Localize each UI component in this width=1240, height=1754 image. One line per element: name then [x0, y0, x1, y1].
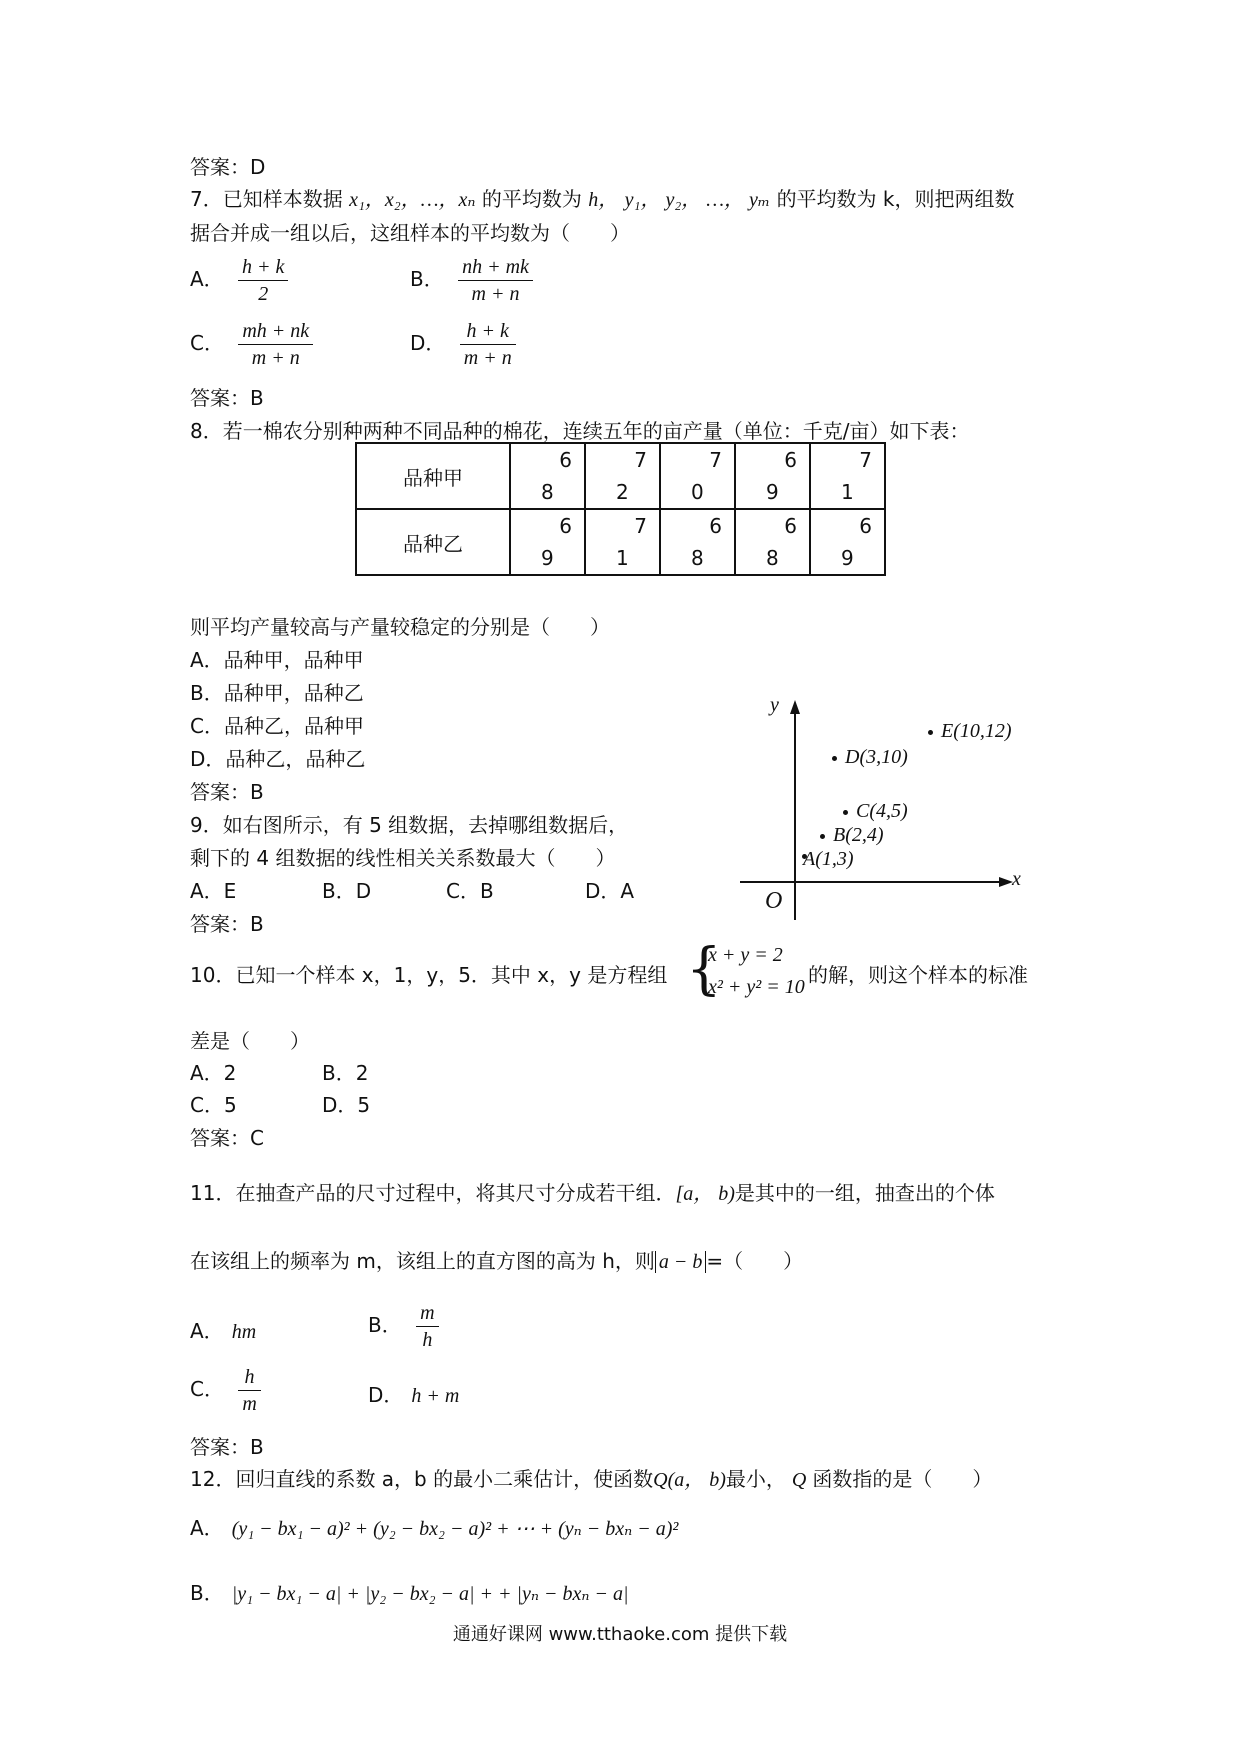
- table-row: [356, 443, 885, 509]
- x-axis-arrow-icon: [999, 877, 1013, 887]
- x-axis-label: x: [1012, 868, 1021, 890]
- q12-option-b: B． |y₁ − bx₁ − a| + |y₂ − bx₂ − a| + + |yₙ − bxₙ − a|: [190, 1581, 629, 1605]
- q9-option-a: A．E: [190, 879, 237, 903]
- q8-option-d: D．品种乙，品种乙: [190, 747, 366, 771]
- q7-option-a: A． $\frac{h + k}{2}$: [190, 254, 288, 307]
- point-e: E(10,12): [928, 720, 1012, 743]
- table-cell: 6 9: [810, 509, 885, 575]
- y-axis-arrow-icon: [790, 700, 800, 714]
- table-cell: 7 1: [810, 443, 885, 509]
- page-footer: 通通好课网 www.tthaoke.com 提供下载: [452, 1624, 788, 1645]
- q8-option-a: A．品种甲，品种甲: [190, 648, 364, 672]
- table-cell: 7 1: [585, 509, 660, 575]
- q12-option-a: A． (y₁ − bx₁ − a)² + (y₂ − bx₂ − a)² + ⋯ + (yₙ − bxₙ − a)²: [190, 1516, 679, 1540]
- q9-option-b: B．D: [322, 879, 372, 903]
- variety-name: 品种乙: [356, 509, 510, 575]
- q11-option-c: C． $\frac{h}{m}$: [190, 1364, 261, 1417]
- answer-q7: 答案：B: [190, 386, 264, 410]
- answer-q6: 答案：D: [190, 155, 266, 179]
- table-cell: 6 9: [735, 443, 810, 509]
- table-cell: 6 8: [660, 509, 735, 575]
- q10-stem: 10．已知一个样本 x，1，y，5．其中 x，y 是方程组: [190, 963, 668, 987]
- answer-q8: 答案：B: [190, 780, 264, 804]
- q10-option-a: A．2: [190, 1061, 237, 1085]
- table-cell: 6 8: [735, 509, 810, 575]
- q11-option-b: B． $\frac{m}{h}$: [368, 1300, 439, 1353]
- answer-q11: 答案：B: [190, 1435, 264, 1459]
- q12-function: Q(a， b): [653, 1469, 726, 1491]
- q9-stem-line2: 剩下的 4 组数据的线性相关关系数最大（ ）: [190, 846, 616, 870]
- q8-stem: 8．若一棉农分别种两种不同品种的棉花，连续五年的亩产量（单位：千克/亩）如下表：: [190, 419, 970, 443]
- q9-option-d: D．A: [585, 879, 635, 903]
- q10-stem-end: 的解，则这个样本的标准: [808, 963, 1028, 987]
- table-cell: 7 2: [585, 443, 660, 509]
- q8-option-b: B．品种甲，品种乙: [190, 681, 364, 705]
- q7-stem-suffix: 的平均数为 k，则把两组数: [776, 187, 1015, 211]
- q9-option-c: C．B: [446, 879, 494, 903]
- q7-option-b: B． $\frac{nh + mk}{m + n}$: [410, 254, 533, 307]
- table-cell: 6 8: [510, 443, 585, 509]
- q8-question: 则平均产量较高与产量较稳定的分别是（ ）: [190, 615, 610, 639]
- q11-option-d: D． h + m: [368, 1383, 460, 1407]
- table-cell: 7 0: [660, 443, 735, 509]
- q7-stem-line1: [190, 184, 1015, 215]
- q10-option-d: D．5: [322, 1093, 371, 1117]
- q12-stem: 12．回归直线的系数 a，b 的最小二乘估计，使函数Q(a， b)最小， Q 函数指的是（ ）: [190, 1467, 993, 1491]
- interval: [a， b): [675, 1183, 735, 1205]
- answer-q10: 答案：C: [190, 1126, 264, 1150]
- abs-value: a − b: [655, 1251, 707, 1273]
- point-d: D(3,10): [832, 746, 908, 769]
- yield-table: [355, 442, 886, 576]
- point-a-label: A(1,3): [803, 848, 854, 870]
- q8-option-c: C．品种乙，品种甲: [190, 714, 364, 738]
- q10-stem-line2: 差是（ ）: [190, 1029, 310, 1053]
- q7-stem-mid: 的平均数为: [481, 187, 582, 211]
- q11-option-a: A． hm: [190, 1319, 257, 1343]
- q10-option-c: C．5: [190, 1093, 237, 1117]
- q11-stem-line1: 11．在抽查产品的尺寸过程中，将其尺寸分成若干组．[a， b)是其中的一组，抽查出的个体: [190, 1181, 995, 1205]
- answer-q9: 答案：B: [190, 912, 264, 936]
- point-c: C(4,5): [843, 800, 908, 823]
- q11-stem-line2: 在该组上的频率为 m，该组上的直方图的高为 h，则 a − b =（ ）: [190, 1249, 804, 1273]
- q7-x-vars: x₁，x₂，…，xₙ: [349, 189, 476, 211]
- q7-stem-prefix: 7．已知样本数据: [190, 187, 343, 211]
- q7-option-d: D． $\frac{h + k}{m + n}$: [410, 318, 516, 371]
- equation-1: x + y = 2: [708, 944, 783, 966]
- brace-icon: {: [686, 937, 722, 1002]
- variety-name: 品种甲: [356, 443, 510, 509]
- y-axis-label: y: [770, 694, 779, 716]
- equation-2: x² + y² = 10: [708, 976, 805, 998]
- table-cell: 6 9: [510, 509, 585, 575]
- point-b: B(2,4): [820, 824, 884, 847]
- q7-option-c: C． $\frac{mh + nk}{m + n}$: [190, 318, 313, 371]
- q10-option-b: B．2: [322, 1061, 369, 1085]
- origin-label: O: [765, 888, 783, 914]
- q7-y-vars: y₁， y₂， …， yₘ: [624, 189, 771, 211]
- q7-stem-line2: 据合并成一组以后，这组样本的平均数为（ ）: [190, 221, 630, 245]
- q9-stem-line1: 9．如右图所示，有 5 组数据，去掉哪组数据后，: [190, 813, 629, 837]
- table-row: [356, 509, 885, 575]
- q7-h: h，: [588, 189, 619, 211]
